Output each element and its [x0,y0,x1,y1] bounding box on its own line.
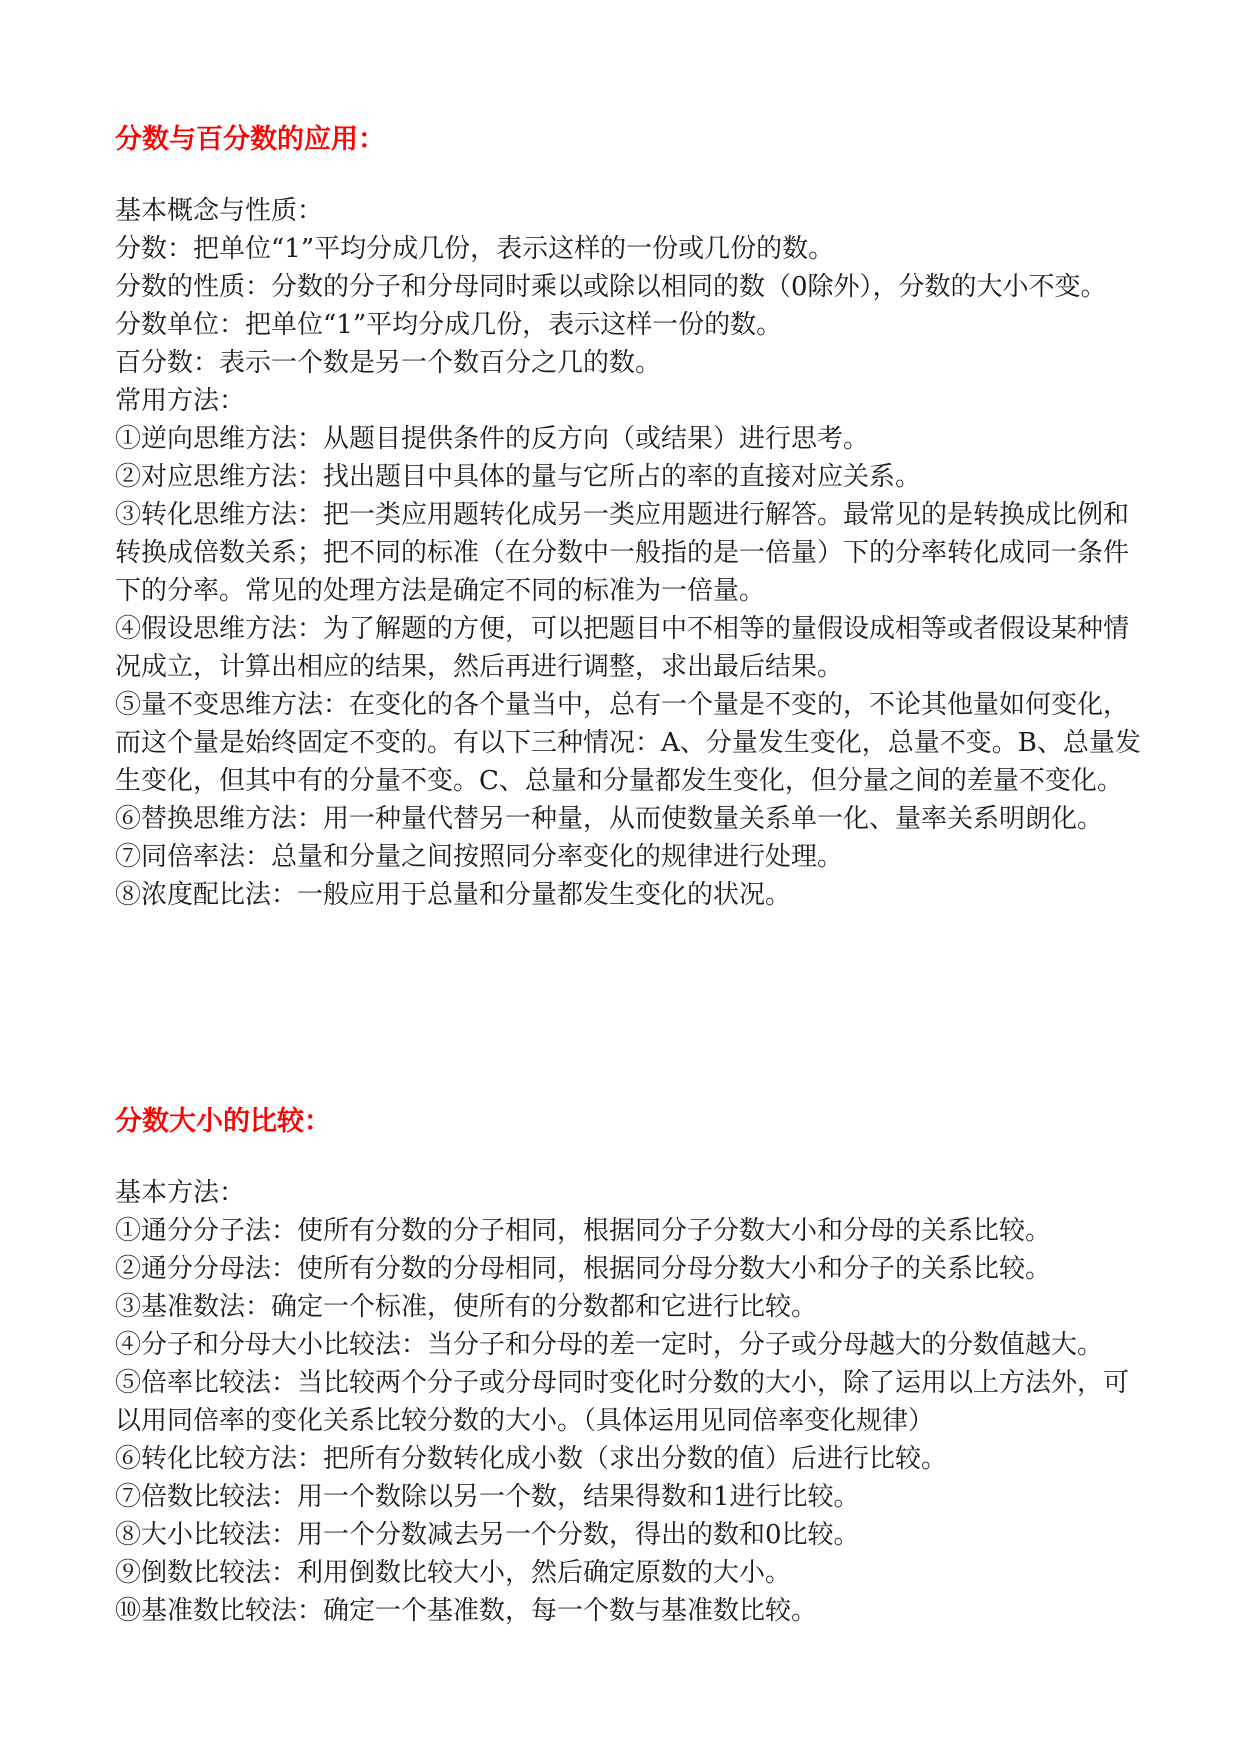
document-page [115,0,1145,1754]
paragraph: 分数的性质：分数的分子和分母同时乘以或除以相同的数（0除外），分数的大小不变。 [115,272,1107,302]
paragraph: ⑤倍率比较法：当比较两个分子或分母同时变化时分数的大小，除了运用以上方法外，可以用同倍率的变化关系比较分数的大小。（具体运用见同倍率变化规律） [115,1368,1130,1436]
paragraph: ⑤量不变思维方法：在变化的各个量当中，总有一个量是不变的，不论其他量如何变化，而这个量是始终固定不变的。有以下三种情况：A、分量发生变化，总量不变。B、总量发生变化，但其中有的分量不变。C、总量和分量都发生变化，但分量之间的差量不变化。 [115,690,1141,796]
paragraph: 基本概念与性质： [115,196,324,226]
paragraph: 分数单位：把单位“1”平均分成几份，表示这样一份的数。 [115,310,783,340]
paragraph: 常用方法： [115,386,246,416]
paragraph: ⑨倒数比较法：利用倒数比较大小，然后确定原数的大小。 [115,1558,792,1588]
paragraph: ④假设思维方法：为了解题的方便，可以把题目中不相等的量假设成相等或者假设某种情况成立，计算出相应的结果，然后再进行调整，求出最后结果。 [115,614,1130,682]
paragraph: ②对应思维方法：找出题目中具体的量与它所占的率的直接对应关系。 [115,462,922,492]
paragraph: ③转化思维方法：把一类应用题转化成另一类应用题进行解答。最常见的是转换成比例和转换成倍数关系；把不同的标准（在分数中一般指的是一倍量）下的分率转化成同一条件下的分率。常见的处理方法是确定不同的标准为一倍量。 [115,500,1130,606]
section-body-fraction-percent-application [115,192,1145,914]
paragraph: ⑥转化比较方法：把所有分数转化成小数（求出分数的值）后进行比较。 [115,1444,948,1474]
section-title-fraction-comparison: 分数大小的比较： [115,1106,331,1137]
paragraph: ⑥替换思维方法：用一种量代替另一种量，从而使数量关系单一化、量率关系明朗化。 [115,804,1104,834]
paragraph: ④分子和分母大小比较法：当分子和分母的差一定时，分子或分母越大的分数值越大。 [115,1330,1104,1360]
paragraph: ①通分分子法：使所有分数的分子相同，根据同分子分数大小和分母的关系比较。 [115,1216,1052,1246]
paragraph: ①逆向思维方法：从题目提供条件的反方向（或结果）进行思考。 [115,424,870,454]
paragraph: ⑧大小比较法：用一个分数减去另一个分数，得出的数和0比较。 [115,1520,860,1550]
paragraph: 百分数：表示一个数是另一个数百分之几的数。 [115,348,662,378]
paragraph: ⑦倍数比较法：用一个数除以另一个数，结果得数和1进行比较。 [115,1482,860,1512]
paragraph: ⑩基准数比较法：确定一个基准数，每一个数与基准数比较。 [115,1596,818,1626]
section-title-fraction-percent-application: 分数与百分数的应用： [115,124,385,155]
paragraph: ⑦同倍率法：总量和分量之间按照同分率变化的规律进行处理。 [115,842,844,872]
section-body-fraction-comparison [115,1174,1145,1630]
paragraph: ②通分分母法：使所有分数的分母相同，根据同分母分数大小和分子的关系比较。 [115,1254,1052,1284]
paragraph: ⑧浓度配比法：一般应用于总量和分量都发生变化的状况。 [115,880,792,910]
paragraph: 分数：把单位“1”平均分成几份，表示这样的一份或几份的数。 [115,234,835,264]
paragraph: ③基准数法：确定一个标准，使所有的分数都和它进行比较。 [115,1292,818,1322]
paragraph: 基本方法： [115,1178,246,1208]
